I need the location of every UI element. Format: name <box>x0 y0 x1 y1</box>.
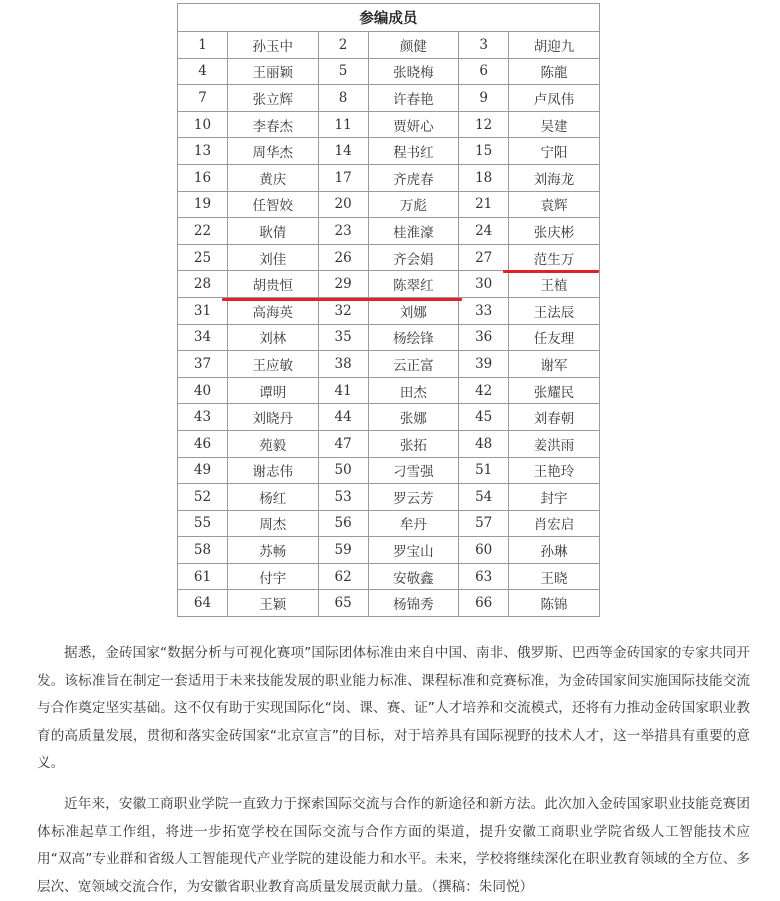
member-name: 杨锦秀 <box>368 590 459 617</box>
member-name: 卢凤伟 <box>509 85 600 112</box>
table-row <box>178 85 600 112</box>
member-number: 2 <box>318 32 368 59</box>
member-number: 9 <box>459 85 509 112</box>
member-name: 程书红 <box>368 138 459 165</box>
member-name: 刘娜 <box>368 297 459 324</box>
member-number: 43 <box>178 404 228 431</box>
member-name: 吴建 <box>509 111 600 138</box>
member-number: 8 <box>318 85 368 112</box>
table-row <box>178 297 600 324</box>
member-number: 49 <box>178 457 228 484</box>
member-number: 64 <box>178 590 228 617</box>
member-name: 刁雪强 <box>368 457 459 484</box>
member-name: 王丽颖 <box>228 58 319 85</box>
member-number: 58 <box>178 537 228 564</box>
member-name: 陈翠红 <box>368 271 459 298</box>
member-name: 王法辰 <box>509 297 600 324</box>
member-name: 李春杰 <box>228 111 319 138</box>
member-name: 罗宝山 <box>368 537 459 564</box>
member-number: 18 <box>459 164 509 191</box>
member-number: 46 <box>178 430 228 457</box>
member-name: 杨绘锋 <box>368 324 459 351</box>
member-name: 安敬鑫 <box>368 563 459 590</box>
member-number: 32 <box>318 297 368 324</box>
table-row <box>178 563 600 590</box>
member-name: 罗云芳 <box>368 484 459 511</box>
member-number: 22 <box>178 218 228 245</box>
member-name: 张耀民 <box>509 377 600 404</box>
member-number: 35 <box>318 324 368 351</box>
member-number: 14 <box>318 138 368 165</box>
member-number: 34 <box>178 324 228 351</box>
member-number: 59 <box>318 537 368 564</box>
member-name: 王晓 <box>509 563 600 590</box>
table-row <box>178 484 600 511</box>
member-name: 云正富 <box>368 351 459 378</box>
member-name: 万彪 <box>368 191 459 218</box>
member-name: 张娜 <box>368 404 459 431</box>
member-name: 姜洪雨 <box>509 430 600 457</box>
member-number: 20 <box>318 191 368 218</box>
member-name: 苏畅 <box>228 537 319 564</box>
highlight-underline-fan <box>503 270 599 273</box>
table-row <box>178 244 600 271</box>
member-number: 31 <box>178 297 228 324</box>
member-name: 袁辉 <box>509 191 600 218</box>
table-row <box>178 111 600 138</box>
member-number: 47 <box>318 430 368 457</box>
member-number: 19 <box>178 191 228 218</box>
member-number: 33 <box>459 297 509 324</box>
member-number: 50 <box>318 457 368 484</box>
member-number: 54 <box>459 484 509 511</box>
member-number: 6 <box>459 58 509 85</box>
member-name: 陈龍 <box>509 58 600 85</box>
member-name: 刘晓丹 <box>228 404 319 431</box>
member-name: 王植 <box>509 271 600 298</box>
table-row <box>178 324 600 351</box>
member-name: 齐虎春 <box>368 164 459 191</box>
member-name: 田杰 <box>368 377 459 404</box>
member-number: 26 <box>318 244 368 271</box>
member-number: 3 <box>459 32 509 59</box>
table-row <box>178 404 600 431</box>
member-name: 杨红 <box>228 484 319 511</box>
table-row <box>178 590 600 617</box>
member-number: 7 <box>178 85 228 112</box>
member-name: 桂淮濠 <box>368 218 459 245</box>
member-number: 41 <box>318 377 368 404</box>
member-number: 5 <box>318 58 368 85</box>
member-name: 刘春朝 <box>509 404 600 431</box>
members-table-wrapper <box>177 3 599 617</box>
paragraph-1: 据悉，金砖国家“数据分析与可视化赛项”国际团体标准由来自中国、南非、俄罗斯、巴西等金砖国家的专家共同开发。该标准旨在制定一套适用于未来技能发展的职业能力标准、课程标准和竞赛标准，为金砖国家间实施国际技能交流与合作奠定坚实基础。这不仅有助于实现国际化“岗、课、赛、证”人才培养和交流模式，还将有力推动金砖国家职业教育的高质量发展，贯彻和落实金砖国家“北京宣言”的目标，对于培养具有国际视野的技术人才，这一举措具有重要的意义。 <box>37 645 750 772</box>
member-number: 16 <box>178 164 228 191</box>
member-name: 陈锦 <box>509 590 600 617</box>
member-number: 55 <box>178 510 228 537</box>
table-row <box>178 271 600 298</box>
members-table <box>177 3 600 617</box>
member-number: 36 <box>459 324 509 351</box>
member-name: 齐会娟 <box>368 244 459 271</box>
member-name: 孙琳 <box>509 537 600 564</box>
member-number: 37 <box>178 351 228 378</box>
member-number: 39 <box>459 351 509 378</box>
table-row <box>178 430 600 457</box>
member-number: 1 <box>178 32 228 59</box>
member-name: 谭明 <box>228 377 319 404</box>
member-number: 42 <box>459 377 509 404</box>
table-row <box>178 164 600 191</box>
member-number: 44 <box>318 404 368 431</box>
member-name: 苑毅 <box>228 430 319 457</box>
member-number: 28 <box>178 271 228 298</box>
member-name: 谢军 <box>509 351 600 378</box>
member-name: 宁阳 <box>509 138 600 165</box>
member-number: 13 <box>178 138 228 165</box>
member-name: 张晓梅 <box>368 58 459 85</box>
table-row <box>178 457 600 484</box>
member-name: 任友理 <box>509 324 600 351</box>
member-name: 高海英 <box>228 297 319 324</box>
member-name: 张立辉 <box>228 85 319 112</box>
member-name: 王颖 <box>228 590 319 617</box>
table-row <box>178 218 600 245</box>
member-name: 刘佳 <box>228 244 319 271</box>
member-name: 胡贵恒 <box>228 271 319 298</box>
member-number: 29 <box>318 271 368 298</box>
member-number: 12 <box>459 111 509 138</box>
member-number: 63 <box>459 563 509 590</box>
member-name: 孙玉中 <box>228 32 319 59</box>
table-row <box>178 32 600 59</box>
member-name: 刘林 <box>228 324 319 351</box>
member-number: 27 <box>459 244 509 271</box>
paragraph-2: 近年来，安徽工商职业学院一直致力于探索国际交流与合作的新途径和新方法。此次加入金砖国家职业技能竞赛团体标准起草工作组，将进一步拓宽学校在国际交流与合作方面的渠道，提升安徽工商职业学院省级人工智能技术应用“双高”专业群和省级人工智能现代产业学院的建设能力和水平。未来，学校将继续深化在职业教育领域的全方位、多层次、宽领域交流合作，为安徽省职业教育高质量发展贡献力量。（撰稿：朱同悦） <box>37 795 750 895</box>
member-number: 53 <box>318 484 368 511</box>
member-number: 40 <box>178 377 228 404</box>
member-number: 61 <box>178 563 228 590</box>
table-row <box>178 537 600 564</box>
member-number: 24 <box>459 218 509 245</box>
article-body <box>37 640 750 901</box>
member-number: 56 <box>318 510 368 537</box>
member-number: 11 <box>318 111 368 138</box>
member-name: 刘海龙 <box>509 164 600 191</box>
table-row <box>178 191 600 218</box>
member-number: 23 <box>318 218 368 245</box>
member-name: 周华杰 <box>228 138 319 165</box>
member-name: 封宇 <box>509 484 600 511</box>
member-name: 谢志伟 <box>228 457 319 484</box>
member-number: 25 <box>178 244 228 271</box>
member-number: 57 <box>459 510 509 537</box>
member-name: 胡迎九 <box>509 32 600 59</box>
member-number: 30 <box>459 271 509 298</box>
member-number: 38 <box>318 351 368 378</box>
member-number: 17 <box>318 164 368 191</box>
table-row <box>178 138 600 165</box>
member-name: 许春艳 <box>368 85 459 112</box>
member-number: 60 <box>459 537 509 564</box>
member-name: 黄庆 <box>228 164 319 191</box>
member-name: 张庆彬 <box>509 218 600 245</box>
member-number: 21 <box>459 191 509 218</box>
member-name: 耿倩 <box>228 218 319 245</box>
member-number: 51 <box>459 457 509 484</box>
member-number: 66 <box>459 590 509 617</box>
table-row <box>178 510 600 537</box>
member-number: 48 <box>459 430 509 457</box>
member-name: 范生万 <box>509 244 600 271</box>
member-name: 任智姣 <box>228 191 319 218</box>
member-number: 62 <box>318 563 368 590</box>
member-name: 颜健 <box>368 32 459 59</box>
member-number: 10 <box>178 111 228 138</box>
member-name: 王艳玲 <box>509 457 600 484</box>
member-number: 65 <box>318 590 368 617</box>
members-table-body <box>178 32 600 617</box>
member-name: 王应敏 <box>228 351 319 378</box>
table-title: 参编成员 <box>178 4 600 32</box>
member-name: 张拓 <box>368 430 459 457</box>
member-number: 52 <box>178 484 228 511</box>
highlight-underline-hu-chen <box>222 298 462 301</box>
member-name: 贾妍心 <box>368 111 459 138</box>
member-name: 付宇 <box>228 563 319 590</box>
member-number: 15 <box>459 138 509 165</box>
table-row <box>178 58 600 85</box>
member-number: 4 <box>178 58 228 85</box>
member-number: 45 <box>459 404 509 431</box>
member-name: 牟丹 <box>368 510 459 537</box>
member-name: 周杰 <box>228 510 319 537</box>
table-row <box>178 377 600 404</box>
member-name: 肖宏启 <box>509 510 600 537</box>
table-row <box>178 351 600 378</box>
